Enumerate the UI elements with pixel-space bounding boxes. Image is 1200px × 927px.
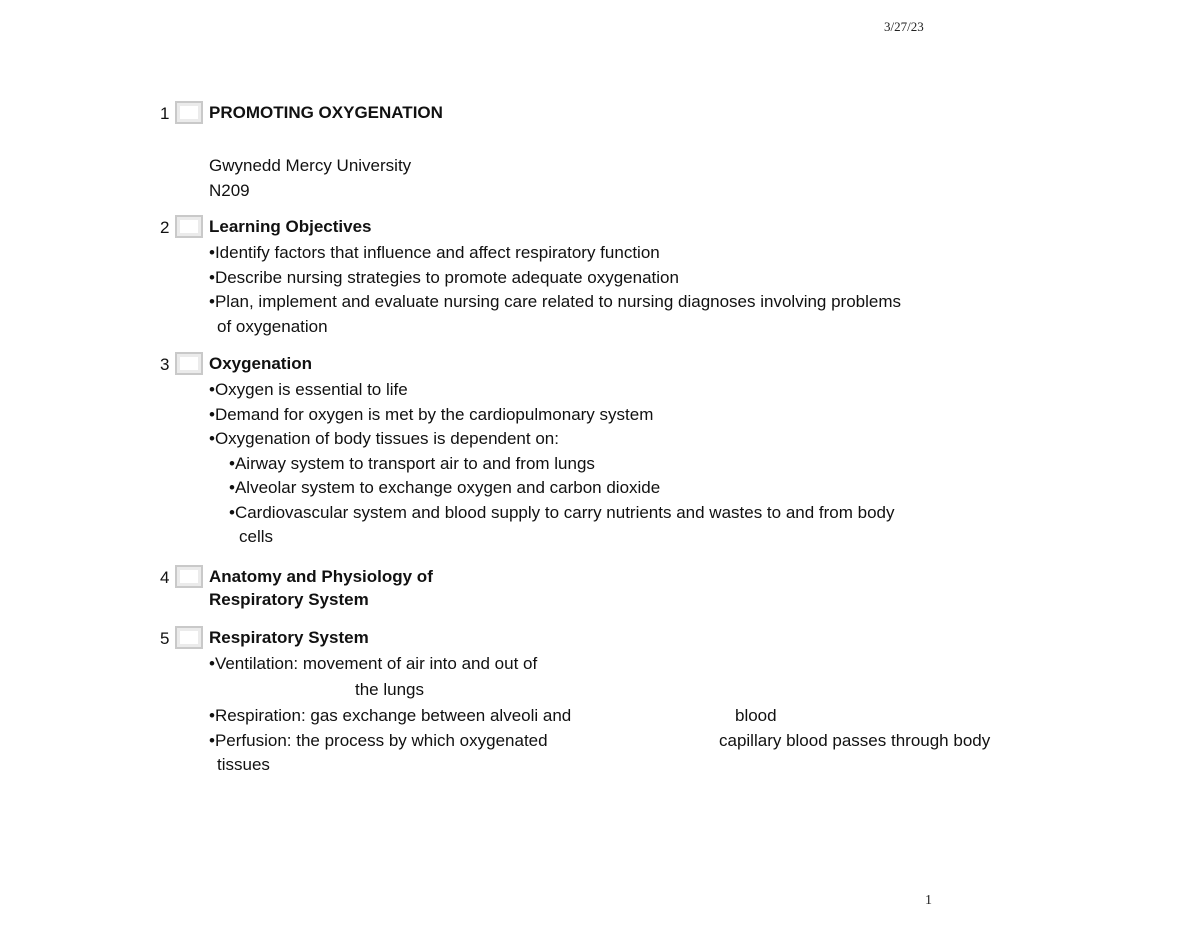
bullet-item: •Plan, implement and evaluate nursing care related to nursing diagnoses involving problems — [209, 292, 902, 311]
slide-text-line: N209 — [209, 180, 250, 200]
slide-title-line-1: Anatomy and Physiology of — [209, 567, 433, 586]
bullet-item-continuation: capillary blood passes through body — [719, 731, 991, 750]
bullet-item-continuation: the lungs — [355, 680, 424, 699]
slide-title-line-2: Respiratory System — [209, 590, 369, 609]
header-date: 3/27/23 — [884, 19, 924, 34]
page-number: 1 — [925, 893, 932, 908]
bullet-item-continuation: blood — [735, 706, 777, 725]
slide-title: Learning Objectives — [209, 217, 372, 236]
slide-thumbnail-icon — [175, 101, 203, 124]
bullet-item: •Describe nursing strategies to promote adequate oxygenation — [209, 267, 679, 287]
slide-number: 1 — [160, 104, 170, 123]
slide-number: 5 — [160, 629, 170, 648]
sub-bullet-item: •Airway system to transport air to and from lungs — [229, 453, 595, 473]
slide-text-line: Gwynedd Mercy University — [209, 156, 412, 175]
bullet-item: •Identify factors that influence and affect respiratory function — [209, 243, 660, 262]
bullet-item-continuation: tissues — [217, 755, 270, 774]
slide-content — [209, 101, 1069, 203]
slide-thumbnail-icon — [175, 565, 203, 588]
bullet-item: •Respiration: gas exchange between alveoli and — [209, 706, 572, 725]
slide-thumbnail-icon — [175, 215, 203, 238]
bullet-item-continuation: of oxygenation — [217, 316, 328, 336]
slide-title: Respiratory System — [209, 628, 369, 647]
sub-bullet-item-continuation: cells — [239, 527, 274, 546]
bullet-item: •Ventilation: movement of air into and out of — [209, 654, 538, 673]
sub-bullet-item: •Alveolar system to exchange oxygen and carbon dioxide — [229, 478, 661, 497]
slide-thumbnail-icon — [175, 626, 203, 649]
bullet-item: •Oxygen is essential to life — [209, 380, 408, 399]
slide-number: 3 — [160, 355, 170, 374]
bullet-item: •Oxygenation of body tissues is dependent on: — [209, 429, 559, 448]
slide-content — [209, 215, 1069, 339]
slide-title: PROMOTING OXYGENATION — [209, 103, 443, 122]
slide-number: 4 — [160, 568, 170, 587]
slide-number: 2 — [160, 218, 170, 237]
sub-bullet-item: •Cardiovascular system and blood supply to carry nutrients and wastes to and from body — [229, 502, 895, 522]
slide-content — [209, 565, 1069, 611]
slide-5 — [0, 626, 1100, 786]
slide-content — [209, 626, 1069, 786]
bullet-item: •Perfusion: the process by which oxygenated — [209, 731, 548, 750]
slide-title: Oxygenation — [209, 354, 312, 373]
slide-content — [209, 352, 1069, 550]
bullet-item: •Demand for oxygen is met by the cardiopulmonary system — [209, 404, 654, 424]
slide-thumbnail-icon — [175, 352, 203, 375]
